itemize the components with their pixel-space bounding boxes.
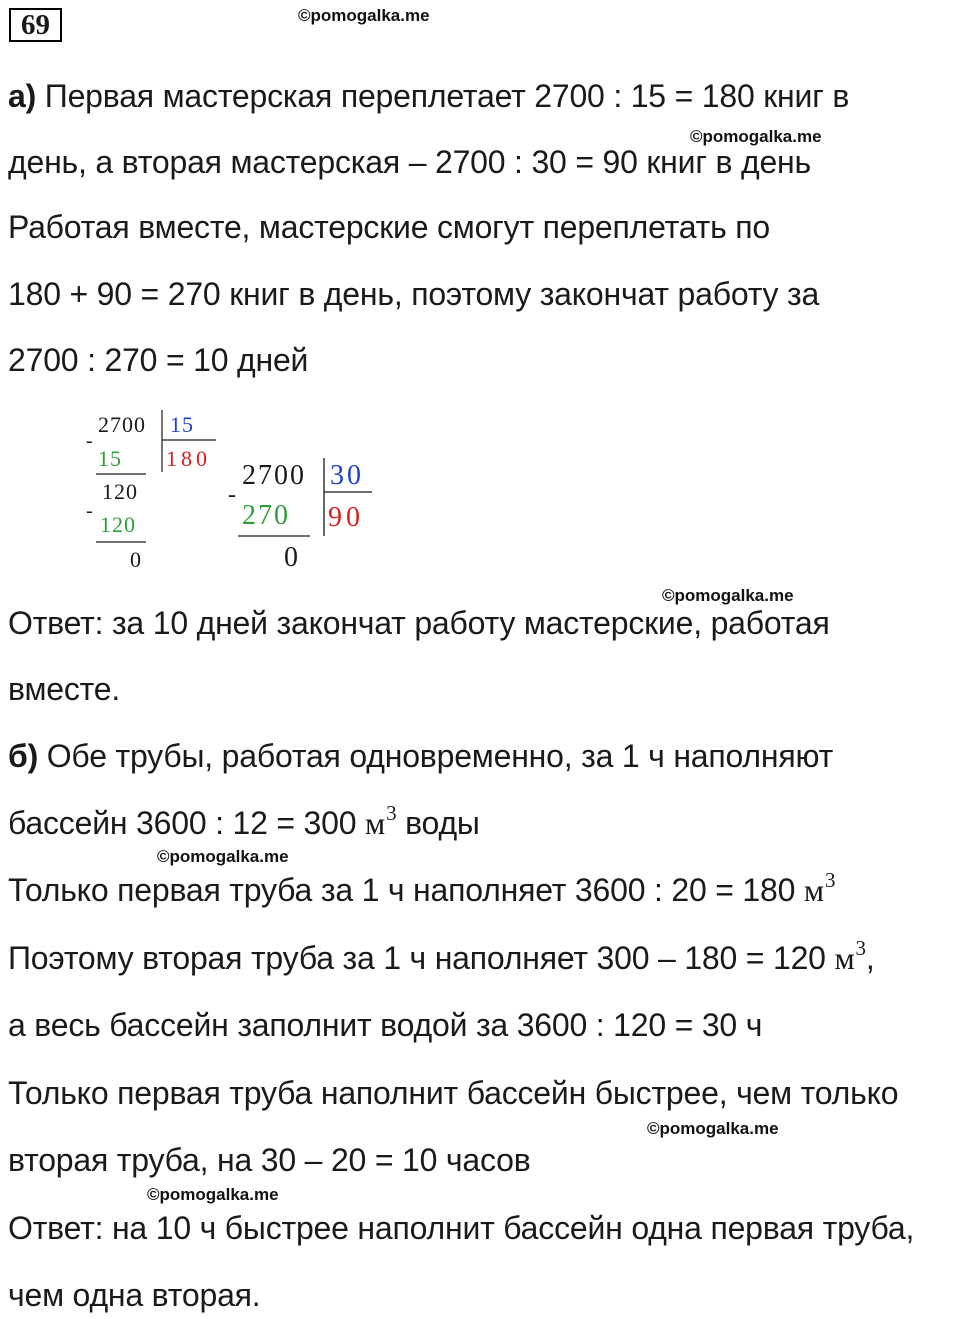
part-a-line-4: 180 + 90 = 270 книг в день, поэтому закончат работу за (8, 276, 820, 312)
dividend: 2700 (98, 412, 146, 437)
final-remainder: 0 (130, 547, 141, 572)
divisor: 15 (170, 412, 194, 437)
watermark: ©pomogalka.me (147, 1185, 279, 1204)
long-division-2700-by-30 (224, 452, 384, 576)
part-a-answer-2: вместе. (8, 671, 121, 707)
part-b-answer-2: чем одна вторая. (8, 1277, 261, 1313)
part-b-line-5: а весь бассейн заполнит водой за 3600 : 120 = 30 ч (8, 1007, 763, 1043)
final-remainder: 0 (284, 542, 298, 573)
part-b-line-1: б) Обе трубы, работая одновременно, за 1 ч наполняют (8, 738, 834, 774)
part-b-label: б) (8, 738, 39, 774)
watermark: ©pomogalka.me (298, 6, 430, 25)
part-b-line-3: Только первая труба за 1 ч наполняет 3600 : 20 = 180 $м^3$ (8, 868, 836, 908)
part-b-line-7: вторая труба, на 30 – 20 = 10 часов (8, 1142, 531, 1178)
divisor: 30 (330, 460, 364, 491)
quotient: 180 (166, 446, 211, 471)
part-a-line-5: 2700 : 270 = 10 дней (8, 342, 309, 378)
part-b-line-4: Поэтому вторая труба за 1 ч наполняет 300 – 180 = 120 $м^3$, (8, 936, 875, 976)
watermark: ©pomogalka.me (647, 1119, 779, 1138)
quotient: 90 (328, 502, 364, 533)
part-a-label: а) (8, 78, 37, 114)
dividend: 2700 (242, 460, 306, 491)
minus-sign: - (86, 430, 93, 452)
part-a-answer-1: Ответ: за 10 дней закончат работу мастерские, работая (8, 605, 830, 641)
part-b-answer-1: Ответ: на 10 ч быстрее наполнит бассейн одна первая труба, (8, 1210, 915, 1246)
subtrahend-1: 270 (242, 500, 290, 531)
watermark: ©pomogalka.me (690, 127, 822, 146)
part-a-line-2: день, а вторая мастерская – 2700 : 30 = 90 книг в день (8, 144, 811, 180)
subtrahend-1: 15 (98, 446, 122, 471)
problem-number: 69 (9, 8, 62, 42)
part-b-line-6: Только первая труба наполнит бассейн быстрее, чем только (8, 1075, 899, 1111)
part-b-line-2: бассейн 3600 : 12 = 300 $м^3$ воды (8, 801, 480, 841)
minus-sign: - (86, 500, 93, 522)
part-a-line-1: а) Первая мастерская переплетает 2700 : 15 = 180 книг в (8, 78, 850, 114)
long-division-2700-by-15 (80, 404, 230, 576)
watermark: ©pomogalka.me (662, 586, 794, 605)
part-a-line-3: Работая вместе, мастерские смогут переплетать по (8, 209, 770, 245)
remainder-1: 120 (102, 479, 138, 504)
minus-sign: - (228, 482, 236, 508)
watermark: ©pomogalka.me (157, 847, 289, 866)
subtrahend-2: 120 (100, 512, 136, 537)
